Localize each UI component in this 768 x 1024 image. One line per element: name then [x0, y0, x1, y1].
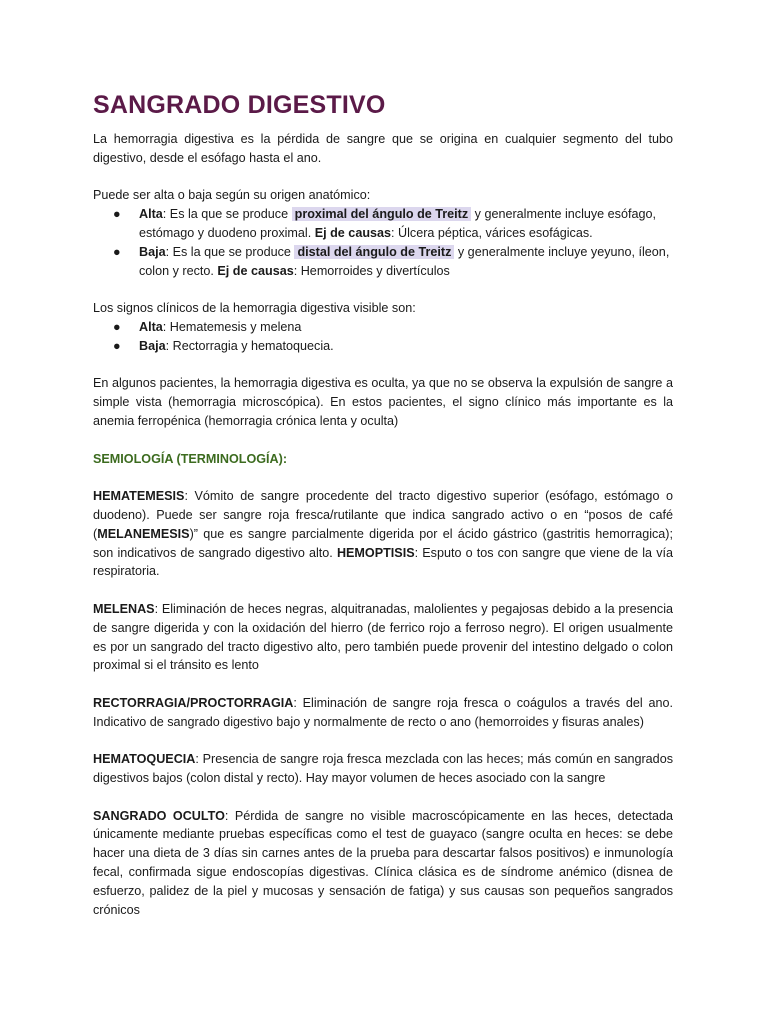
hematemesis-paragraph: HEMATEMESIS: Vómito de sangre procedente del tracto digestivo superior (esófago, estómago o duodeno). Puede ser sangre roja fresca/rutilante que indica sangrado activo o en “posos de café (MELANEMESIS)” que es sangre parcialmente digerida por el ácido gástrico (gastritis hemorragica); son indicativos de sangrado digestivo alto. HEMOPTISIS: Esputo o tos con sangre que viene de la vía respiratoria. [93, 489, 673, 579]
causes-label: Ej de causas [217, 263, 294, 278]
section-heading: SEMIOLOGÍA (TERMINOLOGÍA): [93, 451, 288, 466]
bullet-icon: ● [113, 244, 121, 259]
list-item-signs-alta: ● Alta: Hematemesis y melena [93, 318, 673, 337]
document-body [93, 88, 673, 919]
bullet-icon: ● [113, 338, 121, 353]
origin-list [93, 205, 673, 280]
document-title: SANGRADO DIGESTIVO [93, 91, 386, 119]
intro-paragraph: La hemorragia digestiva es la pérdida de sangre que se origina en cualquier segmento del tubo digestivo, desde el esófago hasta el ano. [93, 132, 673, 165]
term-baja: Baja [139, 244, 166, 259]
occult-paragraph: En algunos pacientes, la hemorragia digestiva es oculta, ya que no se observa la expulsión de sangre a simple vista (hemorragia microscópica). En estos pacientes, el signo clínico más importante es la anemia ferropénica (hemorragia crónica lenta y oculta) [93, 376, 673, 428]
hematoquecia-paragraph: HEMATOQUECIA: Presencia de sangre roja fresca mezclada con las heces; más común en sangrados digestivos bajos (colon distal y recto). Hay mayor volumen de heces asociado con la sangre [93, 752, 673, 786]
causes-label: Ej de causas [314, 225, 392, 240]
bullet-icon: ● [113, 319, 121, 334]
list-item-alta: ● Alta: Es la que se produce proximal del ángulo de Treitz y generalmente incluye esófago, estómago y duodeno proximal. Ej de causas: Úlcera péptica, várices esofágicas. [113, 207, 656, 240]
rectorragia-paragraph: RECTORRAGIA/PROCTORRAGIA: Eliminación de sangre roja fresca o coágulos a través del ano. Indicativo de sangrado digestivo bajo y normalmente de recto o ano (hemorroides y fisuras anales) [93, 695, 673, 729]
highlight-distal-treitz: distal del ángulo de Treitz [294, 245, 454, 259]
list-item-signs-baja: ● Baja: Rectorragia y hematoquecia. [93, 337, 673, 356]
origin-intro: Puede ser alta o baja según su origen anatómico: [93, 188, 371, 203]
list-item-baja: ● Baja: Es la que se produce distal del ángulo de Treitz y generalmente incluye yeyuno, íleon, colon y recto. Ej de causas: Hemorroides y divertículos [113, 244, 670, 278]
bullet-icon: ● [113, 207, 121, 222]
melenas-paragraph: MELENAS: Eliminación de heces negras, alquitranadas, malolientes y pegajosas debido a la presencia de sangre digerida y con la oxidación del hierro (de ferrico rojo a ferroso negro). El origen usualmente es por un sangrado del tracto digestivo alto, pero también puede provenir del intestino delgado o colon proximal si el tránsito es lento [93, 601, 673, 673]
highlight-proximal-treitz: proximal del ángulo de Treitz [292, 207, 472, 221]
sangrado-oculto-paragraph: SANGRADO OCULTO: Pérdida de sangre no visible macroscópicamente en las heces, detectada únicamente mediante pruebas específicas como el test de guayaco (sangre oculta en heces: se debe hacer una dieta de 3 días sin carnes antes de la prueba para descartar falsos positivos) e inmunología fecal, confirmada sigue endoscopías digestivas. Clínica clásica es de síndrome anémico (disnea de esfuerzo, palidez de la piel y mucosas y sensación de fatiga) y sus causas son pequeños sangrados crónicos [93, 808, 674, 917]
signs-intro: Los signos clínicos de la hemorragia digestiva visible son: [93, 301, 416, 316]
signs-list [93, 318, 673, 356]
term-alta: Alta [139, 207, 163, 222]
